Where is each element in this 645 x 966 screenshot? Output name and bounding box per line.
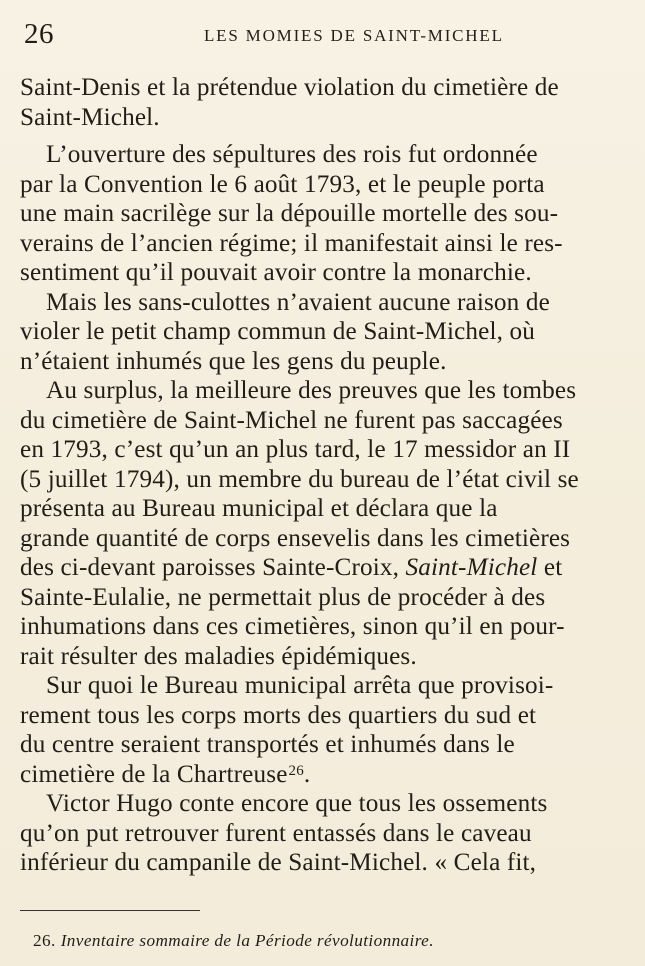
text-line-part: . xyxy=(303,760,311,788)
text-line: Saint-Michel. xyxy=(20,103,160,131)
text-line: violer le petit champ commun de Saint-Michel, où xyxy=(20,318,536,345)
running-head-title: LES MOMIES DE SAINT-MICHEL xyxy=(204,26,504,45)
text-line-with-italic xyxy=(20,553,626,583)
text-line: n’étaient inhumés que les gens du peuple. xyxy=(20,347,447,375)
text-line: qu’on put retrouver furent entassés dans le caveau xyxy=(20,819,532,847)
footnote-text: Inventaire sommaire de la Période révolutionnaire. xyxy=(60,931,434,950)
text-line: sentiment qu’il pouvait avoir contre la monarchie. xyxy=(20,259,532,286)
text-line: en 1793, c’est qu’un an plus tard, le 17 messidor an II xyxy=(20,436,571,463)
text-line-part: cimetière de la Chartreuse xyxy=(20,760,288,788)
text-line: verains de l’ancien régime; il manifestait ainsi le res- xyxy=(20,229,563,257)
page-header xyxy=(20,18,625,50)
text-line: Mais les sans-culottes n’avaient aucune raison de xyxy=(46,288,550,316)
text-line: rait résulter des maladies épidémiques. xyxy=(20,642,417,670)
text-line: L’ouverture des sépultures des rois fut ordonnée xyxy=(46,141,538,168)
main-text xyxy=(20,73,626,878)
text-line: présenta au Bureau municipal et déclara que la xyxy=(20,495,498,522)
text-line: Sur quoi le Bureau municipal arrêta que provisoi- xyxy=(46,672,554,699)
text-line: Saint-Denis et la prétendue violation du cimetière de xyxy=(20,74,559,101)
text-line: Au surplus, la meilleure des preuves que les tombes xyxy=(46,377,577,404)
footnote-number: 26. xyxy=(33,931,56,950)
text-line: inhumations dans ces cimetières, sinon qu’il en pour- xyxy=(20,613,565,640)
footnote-reference: 26 xyxy=(288,762,304,779)
text-line: une main sacrilège sur la dépouille mortelle des sou- xyxy=(20,200,559,227)
text-line: du cimetière de Saint-Michel ne furent pas saccagées xyxy=(20,406,563,434)
page-number: 26 xyxy=(24,18,54,50)
footnote xyxy=(33,930,434,951)
text-line: Sainte-Eulalie, ne permettait plus de procéder à des xyxy=(20,583,546,611)
footnote-separator xyxy=(20,910,200,911)
italic-place-name: Saint-Michel xyxy=(405,554,538,581)
text-line-with-note-reference xyxy=(20,760,626,790)
text-line: inférieur du campanile de Saint-Michel. « Cela fit, xyxy=(20,849,537,876)
text-line: par la Convention le 6 août 1793, et le peuple porta xyxy=(20,170,545,198)
text-line: rement tous les corps morts des quartiers du sud et xyxy=(20,701,537,729)
text-line: du centre seraient transportés et inhumés dans le xyxy=(20,731,515,758)
paragraph-gap xyxy=(20,132,626,140)
text-line: Victor Hugo conte encore que tous les ossements xyxy=(46,790,548,817)
text-line-part: des ci-devant paroisses Sainte-Croix, xyxy=(20,554,406,581)
text-line: grande quantité de corps ensevelis dans les cimetières xyxy=(20,524,571,552)
text-line-part: et xyxy=(537,554,563,581)
text-line: (5 juillet 1794), un membre du bureau de l’état civil se xyxy=(20,465,579,493)
